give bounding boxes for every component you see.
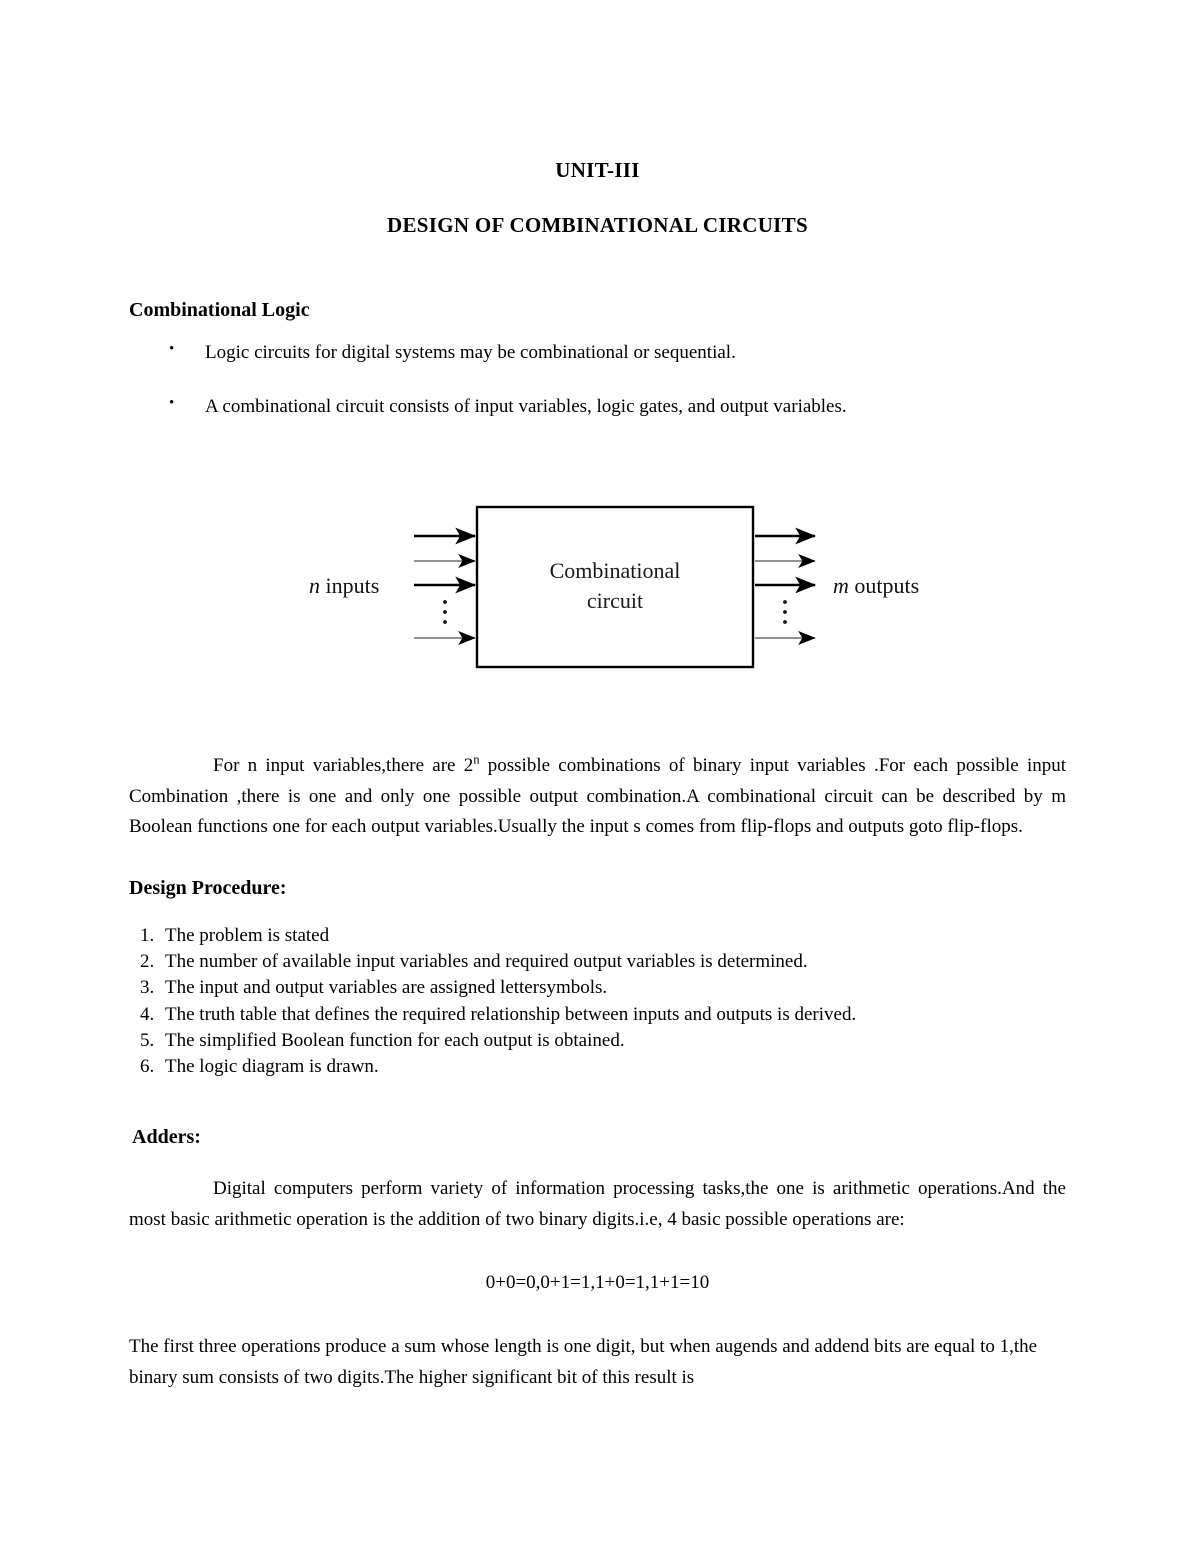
- figure-left-label-italic: n: [309, 572, 320, 598]
- section-heading-combinational-logic: Combinational Logic: [129, 299, 310, 322]
- bullet-text: Logic circuits for digital systems may be combinational or sequential.: [205, 342, 736, 364]
- adders-closing-paragraph: The first three operations produce a sum whose length is one digit, but when augends and addend bits are equal to 1,the binary sum consists of two digits.The higher significant bit of this result is: [129, 1336, 1038, 1389]
- list-item: [129, 1054, 1066, 1080]
- combinational-logic-paragraph: [129, 695, 1066, 843]
- step-text: The problem is stated: [165, 925, 330, 947]
- binary-addition-equation: 0+0=0,0+1=1,1+0=1,1+1=10: [485, 1271, 710, 1293]
- list-item: [129, 395, 1066, 420]
- input-ellipsis-icon: [443, 600, 447, 624]
- list-item: [129, 341, 1066, 366]
- design-procedure-list: [129, 901, 1066, 1080]
- combinational-circuit-figure: [129, 480, 1066, 695]
- list-item: [129, 949, 1066, 975]
- step-text: The number of available input variables and required output variables is determined.: [165, 951, 808, 973]
- paragraph-prefix: For n input variables,there are 2: [213, 754, 474, 776]
- paragraph-suffix: possible combinations of binary input variables .For each possible input Combination ,there is one and only one possible output combination.A combinational circuit can be described by m Boolean functions one for each output variables.Usually the input s comes from flip-flops and outputs goto flip-flops.: [129, 754, 1066, 838]
- step-text: The input and output variables are assigned lettersymbols.: [165, 977, 608, 999]
- list-item: [129, 1002, 1066, 1028]
- figure-left-label-rest: inputs: [320, 572, 380, 598]
- combinational-logic-bullet-list: [129, 323, 1066, 419]
- output-arrows-group: [755, 536, 815, 638]
- step-text: The logic diagram is drawn.: [165, 1056, 379, 1078]
- circuit-box-label-line1: Combinational: [549, 557, 681, 583]
- circuit-box-label-line2: circuit: [586, 587, 644, 613]
- section-heading-adders: Adders:: [132, 1126, 201, 1149]
- input-arrows-group: [414, 536, 475, 638]
- list-item: [129, 975, 1066, 1001]
- section-heading-design-procedure: Design Procedure:: [129, 877, 287, 900]
- list-item: [129, 923, 1066, 949]
- list-item: [129, 1028, 1066, 1054]
- combinational-circuit-diagram: [129, 480, 1066, 695]
- step-text: The simplified Boolean function for each output is obtained.: [165, 1029, 625, 1051]
- adders-paragraph: Digital computers perform variety of information processing tasks,the one is arithmetic operations.And the most basic arithmetic operation is the addition of two binary digits.i.e, 4 basic possible operations are:: [129, 1178, 1066, 1231]
- output-ellipsis-icon: [783, 600, 787, 624]
- document-content: [129, 0, 1066, 1394]
- exponent-n: n: [473, 752, 480, 767]
- figure-left-label: [309, 573, 379, 598]
- figure-right-label: [833, 573, 919, 598]
- step-text: The truth table that defines the required relationship between inputs and outputs is derived.: [165, 1003, 857, 1025]
- figure-right-label-rest: outputs: [848, 572, 920, 598]
- circuit-box: [477, 507, 753, 667]
- bullet-text: A combinational circuit consists of input variables, logic gates, and output variables.: [205, 396, 847, 418]
- page-title: UNIT-III: [555, 158, 640, 182]
- page-subtitle: DESIGN OF COMBINATIONAL CIRCUITS: [387, 213, 808, 238]
- figure-right-label-italic: m: [833, 572, 849, 598]
